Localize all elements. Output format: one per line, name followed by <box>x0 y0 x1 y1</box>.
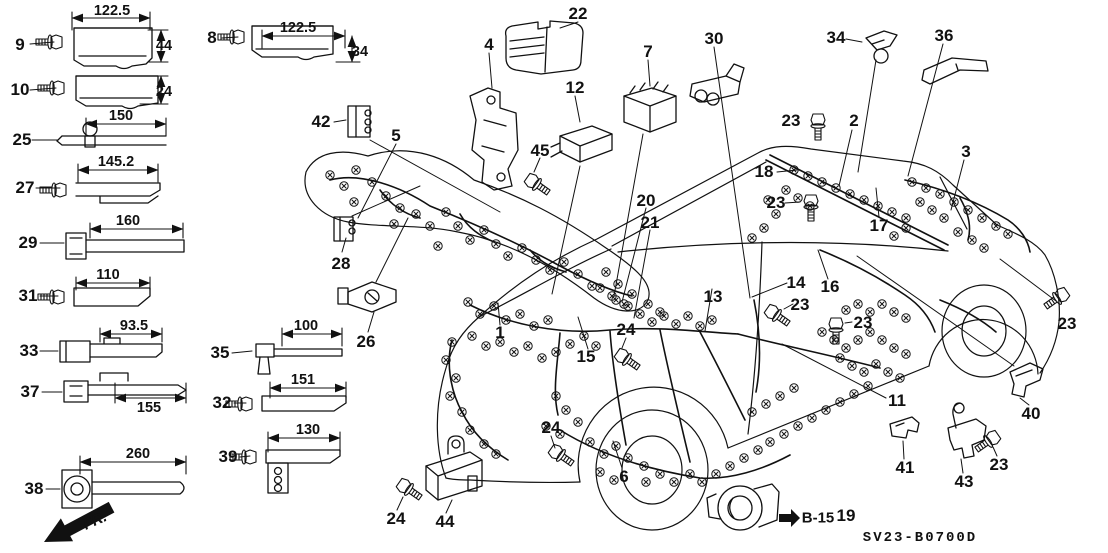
diagram-code: SV23-B0700D <box>862 530 978 546</box>
callout-30: 30 <box>704 29 724 48</box>
callout-34: 34 <box>826 28 846 47</box>
callout-35: 35 <box>210 343 230 362</box>
part-38-glyph <box>62 470 184 508</box>
callout-23: 23 <box>781 111 801 130</box>
callout-24: 24 <box>616 320 636 339</box>
dimension-label: 93.5 <box>119 318 149 334</box>
callout-28: 28 <box>331 254 351 273</box>
callout-2: 2 <box>849 111 859 130</box>
callout-15: 15 <box>576 347 596 366</box>
callout-23: 23 <box>766 193 786 212</box>
dimension-label: 122.5 <box>93 3 131 19</box>
dimension-label: 150 <box>108 108 134 124</box>
callout-21: 21 <box>640 213 660 232</box>
callout-23: 23 <box>853 313 873 332</box>
callout-18: 18 <box>754 162 774 181</box>
callout-32: 32 <box>212 393 232 412</box>
callout-38: 38 <box>24 479 44 498</box>
bolt-icon <box>811 114 825 140</box>
part-33-glyph <box>60 338 162 362</box>
part-26-glyph <box>338 282 396 312</box>
callout-22: 22 <box>568 4 588 23</box>
callout-4: 4 <box>484 35 494 54</box>
part-41-glyph <box>890 417 919 438</box>
callout-45: 45 <box>530 141 550 160</box>
dimension-label: 100 <box>293 318 319 334</box>
part-39-glyph <box>266 450 340 493</box>
part-36-glyph <box>922 58 988 84</box>
b15-arrow <box>779 509 800 527</box>
callout-23: 23 <box>790 295 810 314</box>
callout-8: 8 <box>207 28 217 47</box>
callout-29: 29 <box>18 233 38 252</box>
part-12-glyph <box>551 126 612 162</box>
part-28-glyph <box>334 217 355 241</box>
part-42-glyph <box>348 106 371 137</box>
callout-33: 33 <box>19 341 39 360</box>
part-22-glyph <box>506 21 583 74</box>
callout-39: 39 <box>218 447 238 466</box>
dimension-label: 34 <box>351 44 369 60</box>
callout-13: 13 <box>703 287 723 306</box>
callout-5: 5 <box>391 126 401 145</box>
dimension-label: 155 <box>136 400 162 416</box>
part-35-glyph <box>256 344 342 374</box>
callout-23: 23 <box>1057 314 1077 333</box>
dimension-label: 130 <box>295 422 321 438</box>
bolt-icon <box>1042 286 1071 312</box>
part-25-glyph <box>57 122 166 147</box>
callout-17: 17 <box>869 216 889 235</box>
callout-36: 36 <box>934 26 954 45</box>
callout-7: 7 <box>643 42 653 61</box>
dashboard-harness-outline <box>305 151 649 311</box>
connector-ref-label: B-15 <box>801 509 835 527</box>
callout-24: 24 <box>541 418 561 437</box>
callout-37: 37 <box>20 382 40 401</box>
callout-41: 41 <box>895 458 915 477</box>
callout-6: 6 <box>619 467 629 486</box>
part-4-glyph <box>470 88 518 190</box>
callout-31: 31 <box>18 286 38 305</box>
callout-11: 11 <box>888 391 906 410</box>
callout-26: 26 <box>356 332 376 351</box>
dimension-label: 160 <box>115 213 141 229</box>
part-19-glyph <box>707 484 779 530</box>
dimension-label: 260 <box>125 446 151 462</box>
callout-14: 14 <box>786 273 806 292</box>
part-7-glyph <box>624 82 676 132</box>
callout-9: 9 <box>15 35 25 54</box>
callout-19: 19 <box>836 506 856 525</box>
part-34-glyph <box>866 31 897 63</box>
dimension-label: 24 <box>155 84 173 100</box>
part-29-glyph <box>66 233 184 259</box>
callout-10: 10 <box>10 80 30 99</box>
dimension-label: 44 <box>155 38 173 54</box>
callout-44: 44 <box>435 512 455 531</box>
front-marker-label: FR. <box>80 508 110 534</box>
bolt-icon <box>613 347 642 373</box>
callout-25: 25 <box>12 130 32 149</box>
bolt-icon <box>973 429 1002 455</box>
part-31-glyph <box>74 288 150 306</box>
bolt-icon <box>547 443 576 469</box>
callout-20: 20 <box>636 191 656 210</box>
dimension-label: 122.5 <box>279 20 317 36</box>
callout-12: 12 <box>565 78 585 97</box>
callout-42: 42 <box>311 112 331 131</box>
part-32-glyph <box>262 396 346 411</box>
callout-23: 23 <box>989 455 1009 474</box>
bolt-icon <box>38 290 64 304</box>
part-27-glyph <box>76 183 160 203</box>
callout-1: 1 <box>495 323 505 342</box>
callout-16: 16 <box>820 277 840 296</box>
callout-43: 43 <box>954 472 974 491</box>
connector-symbols <box>326 166 1012 486</box>
callout-3: 3 <box>961 142 971 161</box>
bolt-icon <box>829 318 843 344</box>
part-9-glyph <box>74 28 152 69</box>
bolt-icon <box>395 477 424 503</box>
callout-27: 27 <box>15 178 35 197</box>
dimension-label: 145.2 <box>97 154 135 170</box>
callout-40: 40 <box>1021 404 1041 423</box>
part-44-glyph <box>426 436 482 500</box>
dimension-label: 151 <box>290 372 316 388</box>
callout-24: 24 <box>386 509 406 528</box>
bolt-icon <box>40 183 66 197</box>
dimension-label: 110 <box>96 267 120 283</box>
bolt-icon <box>523 172 552 198</box>
